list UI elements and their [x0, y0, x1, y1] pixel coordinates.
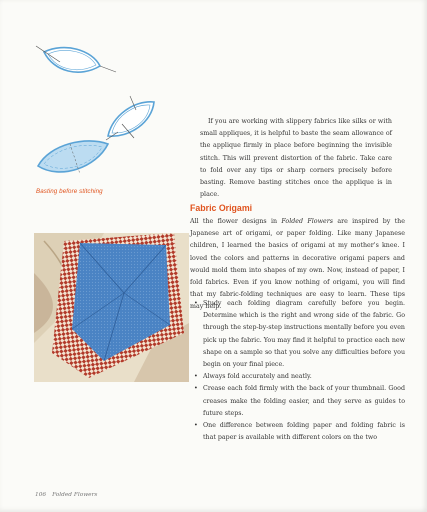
running-title: Folded Flowers [52, 492, 98, 498]
leaf-outline-right [108, 96, 154, 138]
book-title-italic: Folded Flowers [281, 218, 334, 225]
tip-item: • One difference between folding paper and folding fabric is that paper is available with different colors on the two [190, 420, 405, 444]
section-heading: Fabric Origami [190, 203, 253, 213]
body-text-start: All the flower designs in [190, 218, 282, 225]
tip-item: • Crease each fold firmly with the back of your thumbnail. Good creases make the folding easier, and they serve as guides to future steps. [190, 383, 405, 420]
tip-item: • Always fold accurately and neatly. [190, 371, 405, 383]
page-number: 106 [35, 492, 47, 498]
tips-list [190, 298, 405, 444]
basting-illustration [30, 40, 170, 200]
intro-paragraph: If you are working with slippery fabrics like silks or with small appliques, it is helpful to baste the seam allowance of the applique firmly in place before beginning the invisible stitch. This will prevent distortion of the fabric. Take care to fold over any tips or sharp corners precisely before basting. Remove basting stitches once the applique is in place. [200, 118, 392, 199]
folded-fabric-photo [34, 233, 189, 382]
page-footer [35, 492, 97, 498]
leaf-basted [38, 132, 118, 174]
body-text-end: are inspired by the Japanese art of origami, or paper folding. Like many Japanese children, I learned the basics of origami at my mother's knee. I loved the colors and patterns in decorative origami papers and would mold them into shapes of my own. Now, instead of paper, I fold fabrics. Even if you know nothing of origami, you will find that my fabric-folding techniques are easy to learn. These tips may help. [190, 218, 405, 311]
tip-item: • Study each folding diagram carefully before you begin. Determine which is the right and wrong side of the fabric. Go through the step-by-step instructions mentally before you even pick up the fabric. You may find it helpful to practice each new shape on a sample so that you solve any difficulties before you begin on your final piece. [190, 298, 405, 371]
illustration-caption: Basting before stitching [36, 188, 103, 195]
leaf-outline-top [36, 46, 116, 72]
